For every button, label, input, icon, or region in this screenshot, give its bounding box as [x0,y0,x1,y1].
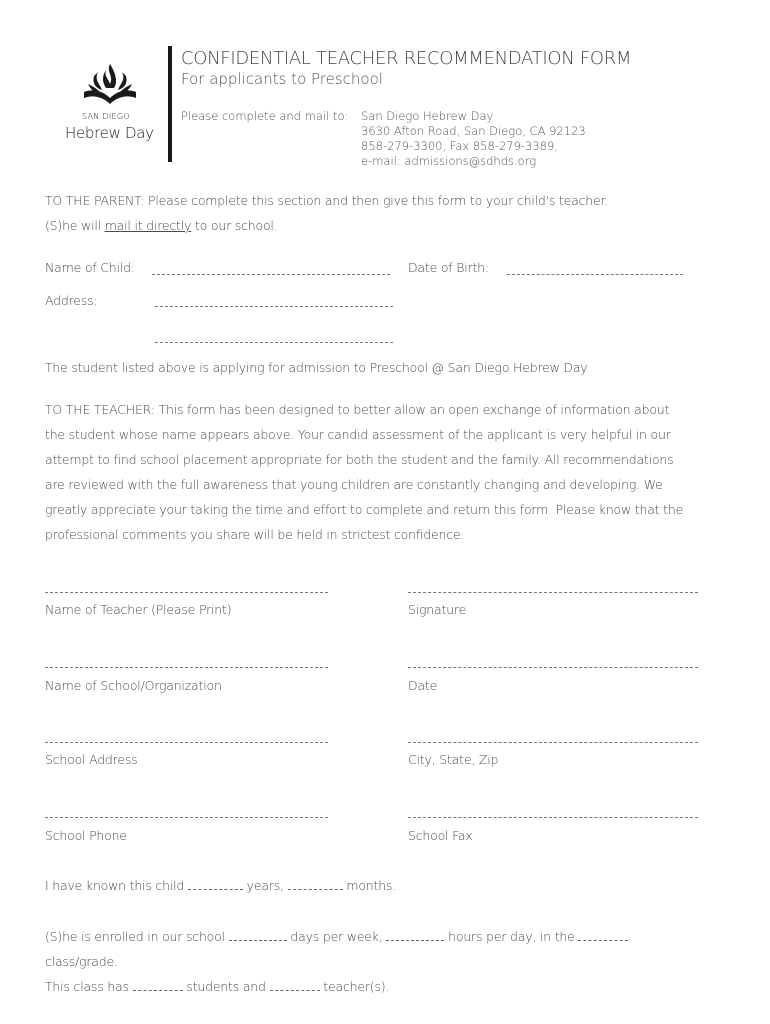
teacher-name-field[interactable] [45,592,328,593]
text-fragment: to our school. [191,218,278,233]
months-field[interactable] [288,888,343,890]
date-label: Date [408,678,438,693]
city-state-zip-label: City, State, Zip [408,752,499,767]
text-fragment: months. [342,878,397,893]
underlined-text: mail it directly [104,218,192,233]
text-fragment: I have known this child [45,878,188,893]
date-field[interactable] [408,667,698,668]
form-title: CONFIDENTIAL TEACHER RECOMMENDATION FORM [181,48,632,69]
flame-book-icon [80,62,140,112]
paragraph-line: attempt to find school placement appropriate for both the student and the family. All recommendations [45,452,674,467]
child-name-field[interactable] [152,274,390,275]
school-name-field[interactable] [45,667,328,668]
text-fragment: days per week, [286,929,387,944]
address-line: 858-279-3300, Fax 858-279-3389, [361,139,558,153]
address-line: 3630 Afton Road, San Diego, CA 92123 [361,124,586,138]
paragraph-line: TO THE TEACHER: This form has been designed to better allow an open exchange of information about [45,402,670,417]
logo-city: SAN DIEGO [82,112,130,121]
logo-name: Hebrew Day [65,124,154,142]
text-fragment: This class has [45,979,133,994]
form-subtitle: For applicants to Preschool [181,70,383,88]
mailing-address [361,109,586,169]
school-name-label: Name of School/Organization [45,678,222,693]
address-line: San Diego Hebrew Day [361,109,494,123]
paragraph-line: professional comments you share will be held in strictest confidence. [45,527,465,542]
child-name-label: Name of Child: [45,260,135,275]
school-address-field[interactable] [45,742,328,743]
text-fragment: (S)he is enrolled in our school [45,929,229,944]
known-duration-line [45,878,396,893]
applying-statement: The student listed above is applying for admission to Preschool @ San Diego Hebrew Day [45,360,588,375]
mail-to-label: Please complete and mail to: [181,109,349,123]
text-fragment: years, [242,878,288,893]
city-state-zip-field[interactable] [408,742,698,743]
dob-field[interactable] [507,274,683,275]
class-grade-field[interactable] [578,939,628,941]
address-field-1[interactable] [155,306,393,307]
school-phone-field[interactable] [45,817,328,818]
paragraph-line: the student whose name appears above. Your candid assessment of the applicant is very helpful in our [45,427,671,442]
days-per-week-field[interactable] [229,939,287,941]
students-count-field[interactable] [133,989,183,991]
paragraph-line: are reviewed with the full awareness that young children are constantly changing and developing. We [45,477,663,492]
school-fax-field[interactable] [408,817,698,818]
years-field[interactable] [188,888,243,890]
enrollment-line [45,929,628,944]
school-phone-label: School Phone [45,828,127,843]
teacher-name-label: Name of Teacher (Please Print) [45,602,232,617]
dob-label: Date of Birth: [408,260,489,275]
school-fax-label: School Fax [408,828,473,843]
text-fragment: teacher(s). [319,979,390,994]
teachers-count-field[interactable] [270,989,320,991]
hours-per-day-field[interactable] [386,939,444,941]
text-fragment: (S)he will [45,218,105,233]
parent-instructions-2 [45,218,277,233]
address-label: Address: [45,293,98,308]
paragraph-line: greatly appreciate your taking the time and effort to complete and return this form. Please know that the [45,502,684,517]
school-address-label: School Address [45,752,138,767]
signature-label: Signature [408,602,467,617]
signature-field[interactable] [408,592,698,593]
teacher-instructions [45,397,683,547]
email-line: e-mail: admissions@sdhds.org [361,154,537,168]
class-size-line [45,979,389,994]
text-fragment: hours per day, in the [444,929,579,944]
school-logo [62,62,162,152]
header-divider [168,46,172,162]
enrollment-line-2: class/grade. [45,954,118,969]
parent-instructions: TO THE PARENT: Please complete this section and then give this form to your child's teacher. [45,193,609,208]
address-field-2[interactable] [155,342,393,343]
text-fragment: students and [182,979,270,994]
